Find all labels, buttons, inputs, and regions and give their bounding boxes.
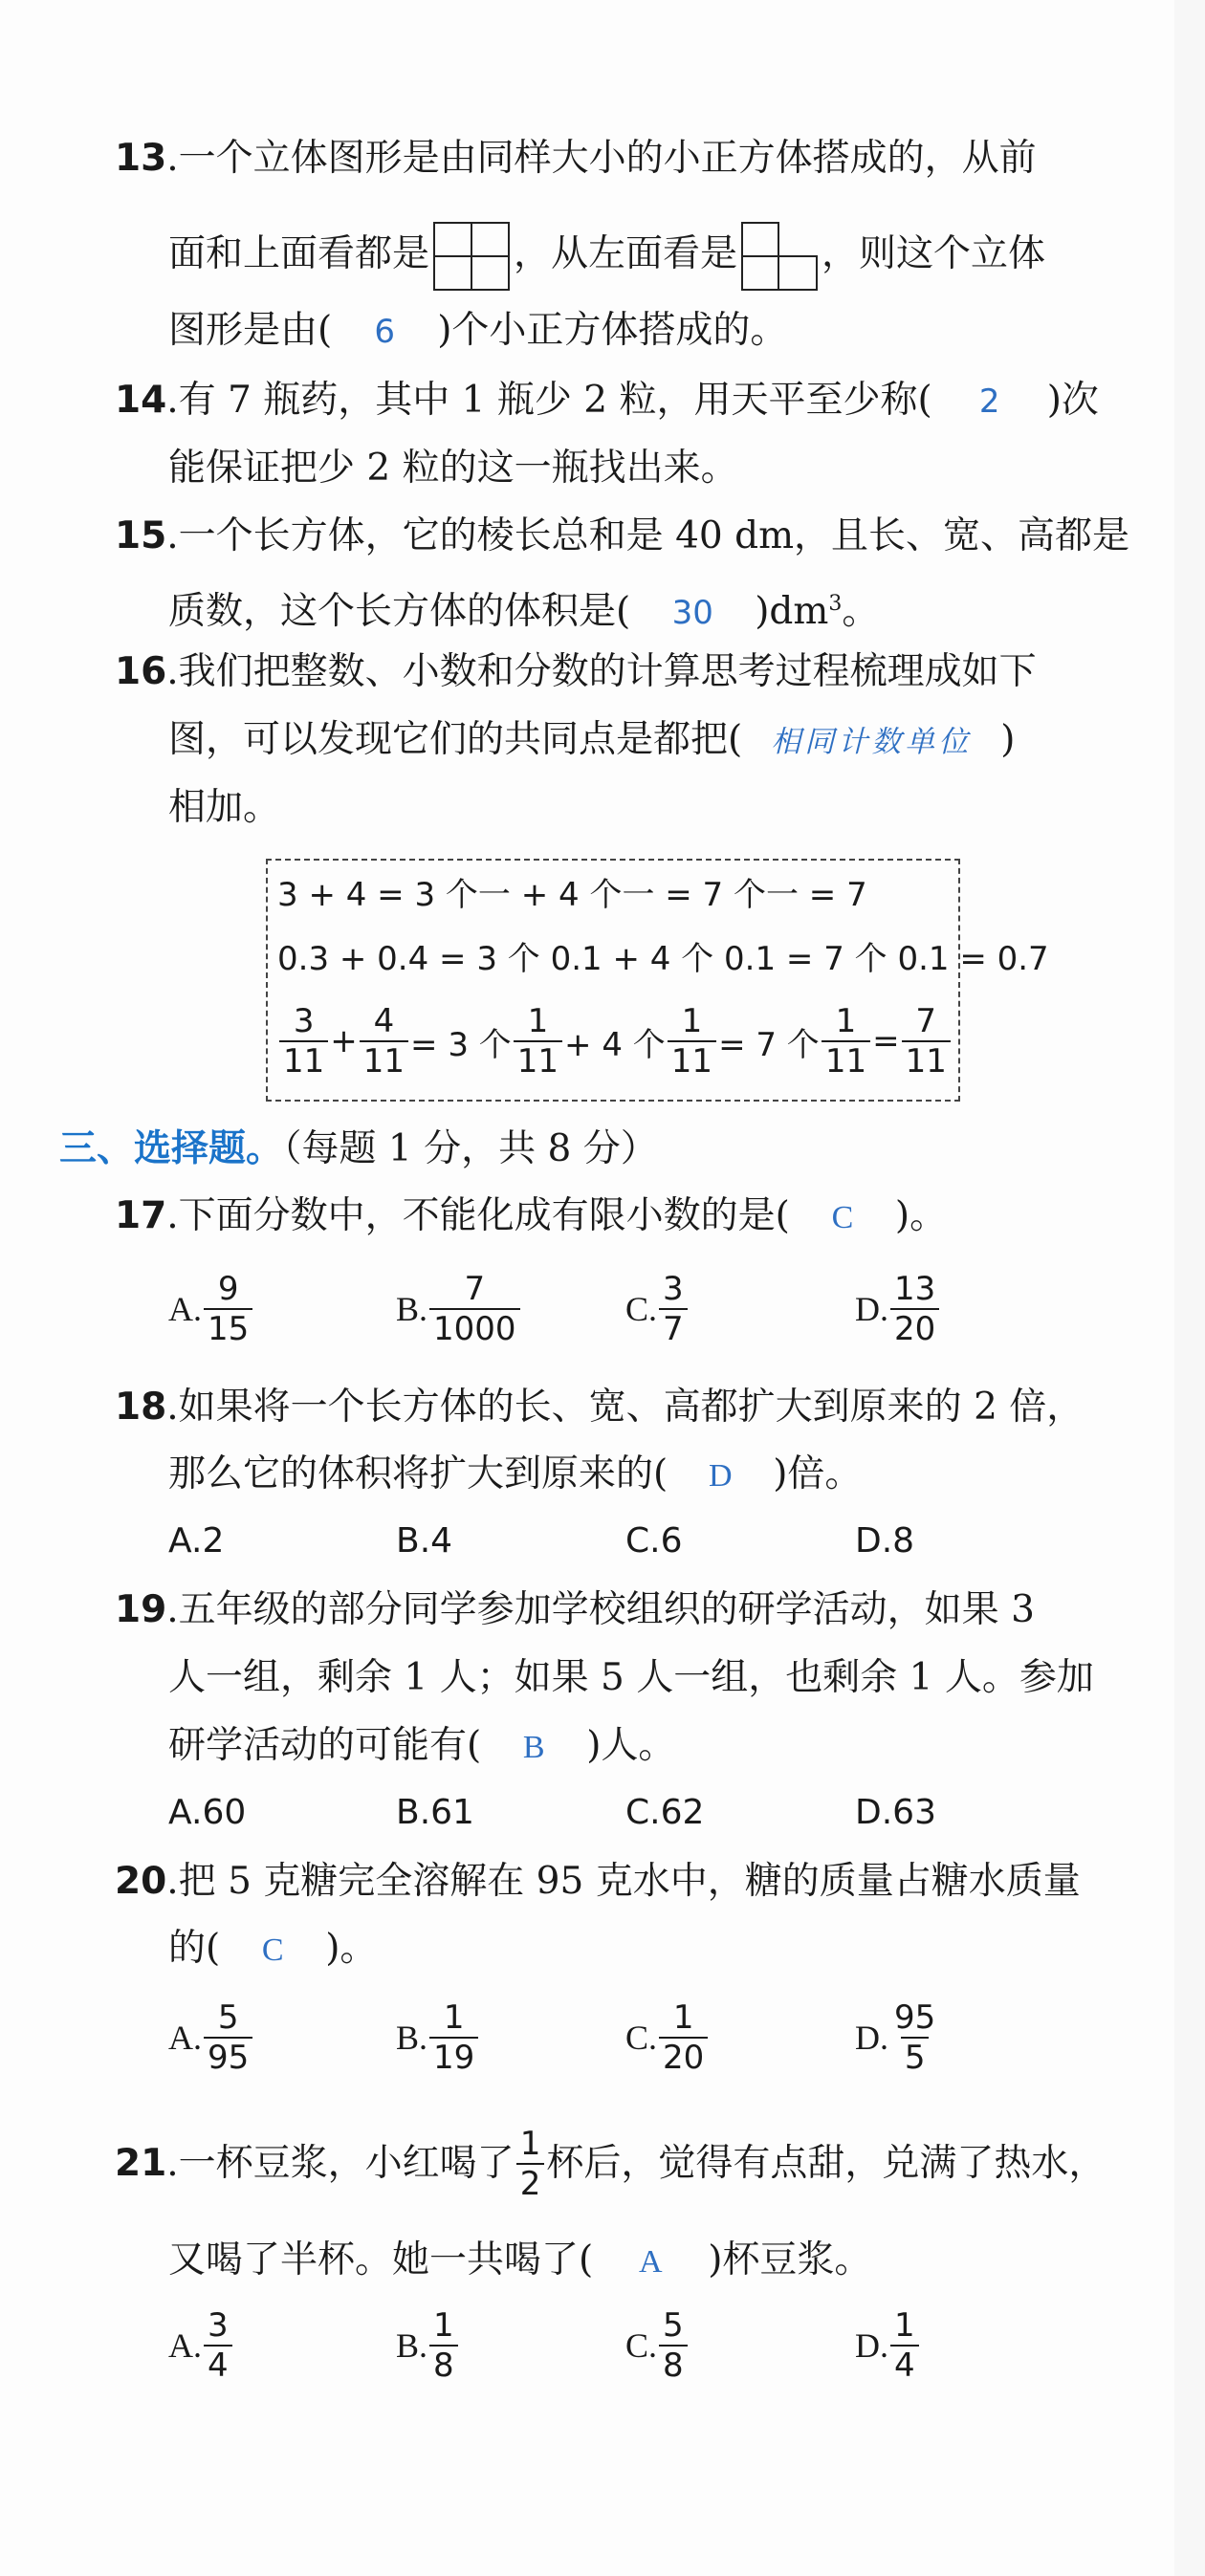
q13-text2a: 面和上面看都是	[168, 232, 430, 275]
q15-text2b: )dm	[755, 590, 829, 633]
q20-option-d-frac	[890, 1998, 939, 2077]
q19-option-c-text: C.62	[625, 1793, 705, 1832]
q20-option-b-num: 1	[443, 1998, 465, 2037]
calc-frac-3-den: 11	[514, 1040, 562, 1081]
q17-line1	[115, 1193, 947, 1241]
q20-number: 20	[115, 1860, 167, 1903]
q20-option-c	[625, 1998, 710, 2077]
q21-option-b-num: 1	[433, 2306, 454, 2345]
q14-line2	[168, 446, 738, 491]
q21-option-d-den: 4	[890, 2345, 919, 2385]
q17-option-b-frac	[429, 1270, 520, 1348]
q17-option-d-num: 13	[894, 1270, 936, 1308]
q21-text2b: )杯豆浆。	[708, 2238, 872, 2281]
q15-text2a: 质数，这个长方体的体积是(	[168, 590, 631, 633]
q17-text-b: )。	[894, 1194, 948, 1237]
q19-option-b-text: B.61	[396, 1793, 474, 1832]
q17-answer: C	[831, 1200, 854, 1235]
q16-text2a: 图，可以发现它们的共同点是都把(	[168, 718, 743, 761]
q20-option-b-den: 19	[429, 2037, 478, 2077]
calc-row-integer	[277, 868, 867, 915]
q20-text1: .把 5 克糖完全溶解在 95 克水中，糖的质量占糖水质量	[166, 1860, 1081, 1903]
section-score-note: （每题 1 分，共 8 分）	[283, 1127, 658, 1170]
q21-option-d-label: D.	[855, 2326, 888, 2365]
calc-frac-2-den: 11	[360, 1040, 408, 1081]
q17-option-d-den: 20	[890, 1308, 939, 1348]
q17-option-c-den: 7	[659, 1308, 688, 1348]
q17-number: 17	[115, 1194, 167, 1237]
calc-frac-4-den: 11	[668, 1040, 716, 1081]
q21-option-c-label: C.	[625, 2326, 658, 2365]
q20-line2	[168, 1926, 377, 1974]
q17-option-d-label: D.	[855, 1290, 888, 1328]
q14-text2: 能保证把少 2 粒的这一瓶找出来。	[168, 447, 738, 490]
q21-option-c-frac	[659, 2306, 688, 2385]
calc-frac-4-num: 1	[681, 1002, 703, 1040]
calc-frac-1	[279, 1002, 328, 1081]
q15-text1: .一个长方体，它的棱长总和是 40 dm，且长、宽、高都是	[166, 514, 1130, 557]
q21-option-d-num: 1	[894, 2306, 915, 2345]
q15-superscript: 3	[828, 592, 843, 616]
q18-line1	[115, 1385, 1084, 1430]
q17-option-b-num: 7	[464, 1270, 486, 1308]
q21-inline-frac-num: 1	[519, 2125, 541, 2163]
q13-line1	[115, 136, 1037, 182]
calc-frac-5-den: 11	[822, 1040, 870, 1081]
q21-option-a-den: 4	[204, 2345, 232, 2385]
q21-text2a: 又喝了半杯。她一共喝了(	[168, 2238, 594, 2281]
q20-option-a-frac	[204, 1998, 252, 2077]
calc-frac-4	[668, 1002, 716, 1081]
q17-option-b-label: B.	[396, 1290, 428, 1328]
calc-frac-3	[514, 1002, 562, 1081]
q18-option-d	[855, 1520, 914, 1562]
q21-option-b-frac	[429, 2306, 458, 2385]
q19-answer: B	[522, 1730, 545, 1765]
q21-answer: A	[638, 2244, 663, 2280]
q17-text-a: .下面分数中，不能化成有限小数的是(	[166, 1194, 790, 1237]
q21-option-b	[396, 2306, 460, 2385]
q19-text3b: )人。	[586, 1724, 676, 1767]
calc-frac-6	[902, 1002, 951, 1081]
q13-line2	[168, 222, 1045, 291]
q17-option-a-frac	[204, 1270, 252, 1348]
q13-text3a: 图形是由(	[168, 309, 333, 352]
q18-answer: D	[708, 1458, 733, 1494]
q16-text2b: )	[1000, 718, 1016, 761]
q21-line1	[115, 2125, 1106, 2203]
calc-text-1: = 3 个	[410, 1025, 512, 1064]
q19-line2	[168, 1655, 1094, 1701]
q21-inline-frac	[516, 2125, 545, 2203]
q13-line3	[168, 308, 787, 355]
q18-option-a-text: A.2	[168, 1521, 225, 1561]
q18-line2	[168, 1452, 862, 1499]
q17-option-d-frac	[890, 1270, 939, 1348]
q18-text2a: 那么它的体积将扩大到原来的(	[168, 1452, 668, 1495]
q17-option-c-label: C.	[625, 1290, 658, 1328]
section-title-text: 三、选择题。	[59, 1127, 284, 1170]
q21-option-b-den: 8	[429, 2345, 458, 2385]
q18-option-c-text: C.6	[625, 1521, 683, 1561]
calc-row-integer-text: 3 + 4 = 3 个一 + 4 个一 = 7 个一 = 7	[277, 876, 867, 914]
q17-option-b-den: 1000	[429, 1308, 520, 1348]
q17-option-a	[168, 1270, 254, 1348]
calc-text-3: = 7 个	[718, 1025, 820, 1064]
q19-option-c	[625, 1792, 704, 1834]
q20-option-a-den: 95	[204, 2037, 252, 2077]
q19-text3a: 研学活动的可能有(	[168, 1724, 482, 1767]
q15-line2	[168, 581, 879, 636]
q20-text2b: )。	[325, 1927, 378, 1970]
q14-answer: 2	[978, 382, 1000, 421]
q18-text1: .如果将一个长方体的长、宽、高都扩大到原来的 2 倍，	[166, 1386, 1084, 1429]
q21-inline-frac-den: 2	[516, 2163, 545, 2203]
q20-option-a-label: A.	[168, 2019, 202, 2057]
q13-number: 13	[115, 137, 167, 180]
q21-option-b-label: B.	[396, 2326, 428, 2365]
q16-text3: 相加。	[168, 786, 281, 829]
calc-frac-2-num: 4	[373, 1002, 395, 1040]
q21-option-c-num: 5	[663, 2306, 684, 2345]
left-view-grid-icon	[741, 222, 818, 291]
calc-frac-5-num: 1	[835, 1002, 857, 1040]
q20-option-b-label: B.	[396, 2019, 428, 2057]
q17-option-b	[396, 1270, 522, 1348]
q21-option-a-label: A.	[168, 2326, 202, 2365]
q17-option-d	[855, 1270, 941, 1348]
calc-text-2: + 4 个	[564, 1025, 666, 1064]
q13-text3b: )个小正方体搭成的。	[437, 309, 788, 352]
q20-option-b	[396, 1998, 480, 2077]
q16-line1	[115, 649, 1037, 695]
q18-option-b	[396, 1520, 452, 1562]
q19-text2: 人一组，剩余 1 人；如果 5 人一组，也剩余 1 人。参加	[168, 1656, 1094, 1699]
q20-option-a	[168, 1998, 254, 2077]
q16-answer: 相同计数单位	[771, 725, 973, 759]
q21-number: 21	[115, 2142, 167, 2185]
q16-text1: .我们把整数、小数和分数的计算思考过程梳理成如下	[166, 650, 1037, 693]
q18-option-a	[168, 1520, 224, 1562]
calc-frac-6-num: 7	[915, 1002, 937, 1040]
q20-line1	[115, 1859, 1081, 1905]
q21-option-a-num: 3	[208, 2306, 229, 2345]
q21-text1a: .一杯豆浆，小红喝了	[166, 2142, 515, 2185]
q17-option-c-num: 3	[663, 1270, 684, 1308]
q21-option-a	[168, 2306, 234, 2385]
q20-option-c-num: 1	[672, 1998, 694, 2037]
q20-option-c-frac	[659, 1998, 708, 2077]
q21-line2	[168, 2238, 871, 2285]
q20-option-d-num: 95	[894, 1998, 936, 2037]
q20-option-b-frac	[429, 1998, 478, 2077]
q14-line1	[115, 378, 1099, 425]
q21-option-c-den: 8	[659, 2345, 688, 2385]
calc-plus: +	[330, 1022, 358, 1060]
q19-option-d-text: D.63	[855, 1793, 936, 1832]
q18-option-b-text: B.4	[396, 1521, 453, 1561]
q20-option-c-label: C.	[625, 2019, 658, 2057]
calc-frac-1-den: 11	[279, 1040, 328, 1081]
calc-frac-3-num: 1	[527, 1002, 549, 1040]
calc-text-4: =	[872, 1022, 900, 1060]
q15-line1	[115, 513, 1129, 559]
q20-option-d	[855, 1998, 941, 2077]
q19-line1	[115, 1587, 1035, 1633]
q20-text2a: 的(	[168, 1927, 221, 1970]
q14-text1b: )次	[1046, 379, 1099, 422]
q21-option-d	[855, 2306, 921, 2385]
q20-option-c-den: 20	[659, 2037, 708, 2077]
q18-option-c	[625, 1520, 682, 1562]
calc-frac-6-den: 11	[902, 1040, 951, 1081]
q18-number: 18	[115, 1386, 167, 1429]
q18-text2b: )倍。	[773, 1452, 863, 1495]
q19-option-a-text: A.60	[168, 1793, 247, 1832]
q17-option-c	[625, 1270, 690, 1348]
q17-option-c-frac	[659, 1270, 688, 1348]
front-top-view-grid-icon	[433, 222, 510, 291]
q13-text1: .一个立体图形是由同样大小的小正方体搭成的，从前	[166, 137, 1037, 180]
q16-number: 16	[115, 650, 167, 693]
q13-text2c: ，则这个立体	[822, 232, 1046, 275]
q21-text1b: 杯后，觉得有点甜，兑满了热水，	[546, 2142, 1106, 2185]
q13-answer: 6	[374, 313, 396, 351]
calc-row-fraction	[277, 1002, 953, 1081]
q17-option-a-num: 9	[217, 1270, 239, 1308]
q20-option-a-num: 5	[217, 1998, 239, 2037]
calc-frac-2	[360, 1002, 408, 1081]
q21-option-c	[625, 2306, 690, 2385]
q15-number: 15	[115, 514, 167, 557]
q16-line3	[168, 785, 280, 831]
q13-text2b: ，从左面看是	[514, 232, 738, 275]
q19-text1: .五年级的部分同学参加学校组织的研学活动，如果 3	[166, 1588, 1035, 1631]
q16-line2	[168, 717, 1015, 765]
q19-option-a	[168, 1792, 246, 1834]
q20-answer: C	[261, 1932, 284, 1968]
q15-text2c: 。	[842, 590, 880, 633]
q20-option-d-label: D.	[855, 2019, 888, 2057]
q14-text1a: .有 7 瓶药，其中 1 瓶少 2 粒，用天平至少称(	[166, 379, 932, 422]
q17-option-a-den: 15	[204, 1308, 252, 1348]
q18-option-d-text: D.8	[855, 1521, 915, 1561]
section-title	[59, 1119, 658, 1172]
q19-number: 19	[115, 1588, 167, 1631]
q21-option-a-frac	[204, 2306, 232, 2385]
calc-frac-5	[822, 1002, 870, 1081]
calc-frac-1-num: 3	[293, 1002, 315, 1040]
q19-option-d	[855, 1792, 936, 1834]
q20-option-d-den: 5	[901, 2037, 930, 2077]
calc-row-decimal-text: 0.3 + 0.4 = 3 个 0.1 + 4 个 0.1 = 7 个 0.1 = 0.7	[277, 940, 1049, 978]
q15-answer: 30	[671, 594, 713, 632]
q14-number: 14	[115, 379, 167, 422]
q19-option-b	[396, 1792, 474, 1834]
q17-option-a-label: A.	[168, 1290, 202, 1328]
q19-line3	[168, 1723, 675, 1771]
calc-row-decimal	[277, 932, 1049, 979]
q21-option-d-frac	[890, 2306, 919, 2385]
